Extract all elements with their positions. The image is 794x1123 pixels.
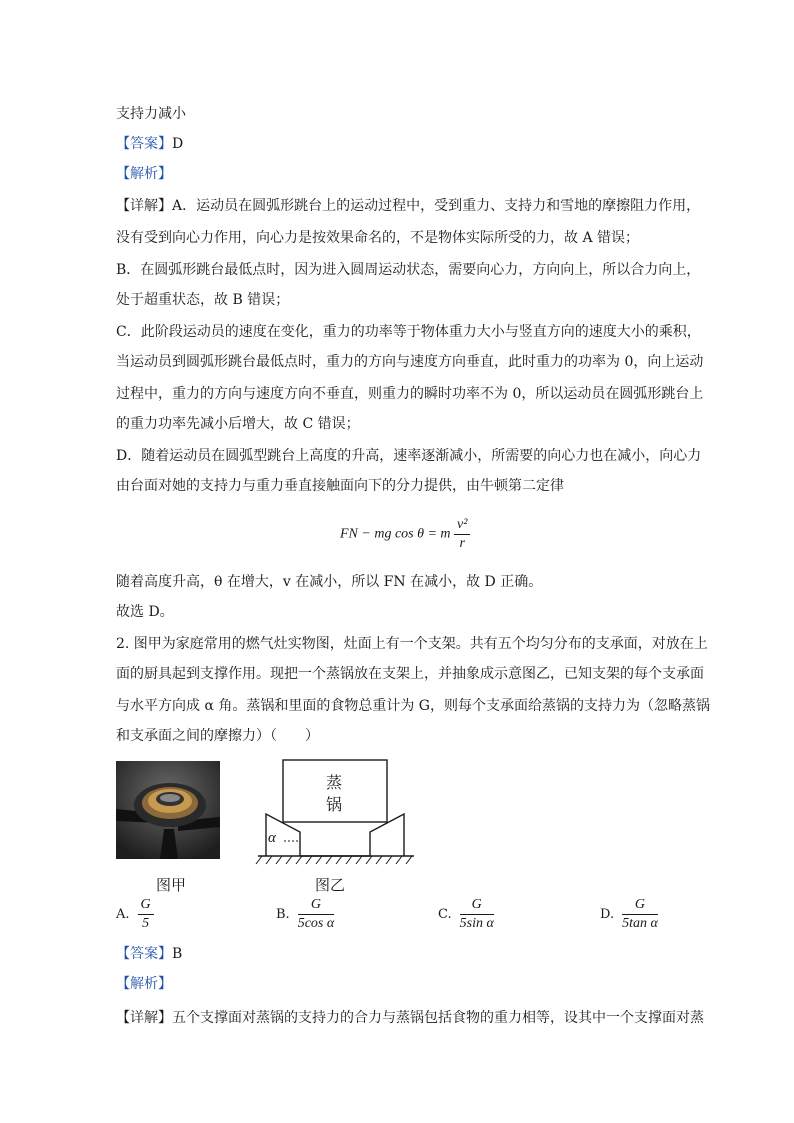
option-d (600, 896, 658, 933)
option-denominator: 5sin α (459, 916, 494, 931)
option-numerator: G (622, 896, 658, 915)
answer-value: D (172, 136, 184, 152)
answer-tag: 【答案】 (116, 946, 172, 962)
option-numerator: G (460, 896, 494, 915)
option-c (438, 896, 494, 933)
text-line: B．在圆弧形跳台最低点时，因为进入圆周运动状态，需要向心力，方向向上，所以合力向上， (116, 262, 701, 278)
text-line: 过程中，重力的方向与速度方向不垂直，则重力的瞬时功率不为 0，所以运动员在圆弧形跳台上 (116, 386, 704, 402)
option-denominator: 5tan α (622, 916, 658, 931)
option-numerator: G (298, 896, 335, 915)
answer-value: B (172, 946, 183, 962)
text-line: 处于超重状态，故 B 错误； (116, 292, 290, 308)
pot-label-1: 蒸 (326, 773, 343, 792)
equation-lhs: FN − mg cos θ = m (340, 526, 451, 542)
option-denominator: 5cos α (297, 916, 335, 931)
question-line: 面的厨具起到支撑作用。现把一个蒸锅放在支架上，并抽象成示意图乙，已知支架的每个支承面 (116, 666, 704, 682)
equation-denominator: r (459, 536, 465, 551)
text-line: 【详解】A．运动员在圆弧形跳台上的运动过程中，受到重力、支持力和雪地的摩擦阻力作用， (116, 198, 701, 214)
question-line: 与水平方向成 α 角。蒸锅和里面的食物总重计为 G，则每个支承面给蒸锅的支持力为（忽略蒸锅 (116, 698, 710, 714)
question-line: 2. 图甲为家庭常用的燃气灶实物图，灶面上有一个支架。共有五个均匀分布的支承面，对放在上 (116, 636, 708, 652)
text-line: 故选 D。 (116, 604, 174, 620)
option-letter: D. (600, 907, 615, 922)
option-denominator: 5 (142, 916, 150, 931)
text-line: 支持力减小 (116, 106, 186, 122)
option-a (116, 896, 154, 933)
answer-tag: 【答案】 (116, 136, 172, 152)
text-line: 随着高度升高，θ 在增大，v 在减小，所以 FN 在减小，故 D 正确。 (116, 574, 543, 590)
equation-fraction (454, 516, 470, 553)
option-letter: C. (438, 907, 452, 922)
analysis-tag: 【解析】 (116, 976, 172, 992)
question-line: 和支承面之间的摩擦力）（ ） (116, 728, 319, 744)
option-letter: A. (116, 907, 130, 922)
option-letter: B. (276, 907, 290, 922)
option-b (276, 896, 334, 933)
stove-photo (116, 761, 220, 859)
analysis-tag: 【解析】 (116, 166, 172, 182)
text-line: 的重力功率先减小后增大，故 C 错误； (116, 416, 360, 432)
caption-figure-a: 图甲 (156, 876, 187, 894)
text-line: 当运动员到圆弧形跳台最低点时，重力的方向与速度方向垂直，此时重力的功率为 0，向上运动 (116, 354, 704, 370)
answer-line (116, 134, 183, 154)
caption-figure-b: 图乙 (315, 876, 346, 894)
text-line: 没有受到向心力作用，向心力是按效果命名的，不是物体实际所受的力，故 A 错误； (116, 230, 640, 246)
text-line: D．随着运动员在圆弧型跳台上高度的升高，速率逐渐减小，所需要的向心力也在减小，向心力 (116, 448, 702, 464)
equation-numerator: v² (454, 516, 470, 535)
text-line: C．此阶段运动员的速度在变化，重力的功率等于物体重力大小与竖直方向的速度大小的乘积， (116, 324, 701, 340)
pot-label-2: 锅 (326, 795, 343, 814)
angle-label: α (268, 830, 276, 846)
newton-equation (340, 516, 470, 553)
text-line: 【详解】五个支撑面对蒸锅的支持力的合力与蒸锅包括食物的重力相等，设其中一个支撑面对蒸 (116, 1010, 704, 1026)
text-line: 由台面对她的支持力与重力垂直接触面向下的分力提供，由牛顿第二定律 (116, 478, 564, 494)
option-numerator: G (138, 896, 154, 915)
answer-line (116, 944, 182, 964)
steamer-schematic (254, 758, 420, 866)
